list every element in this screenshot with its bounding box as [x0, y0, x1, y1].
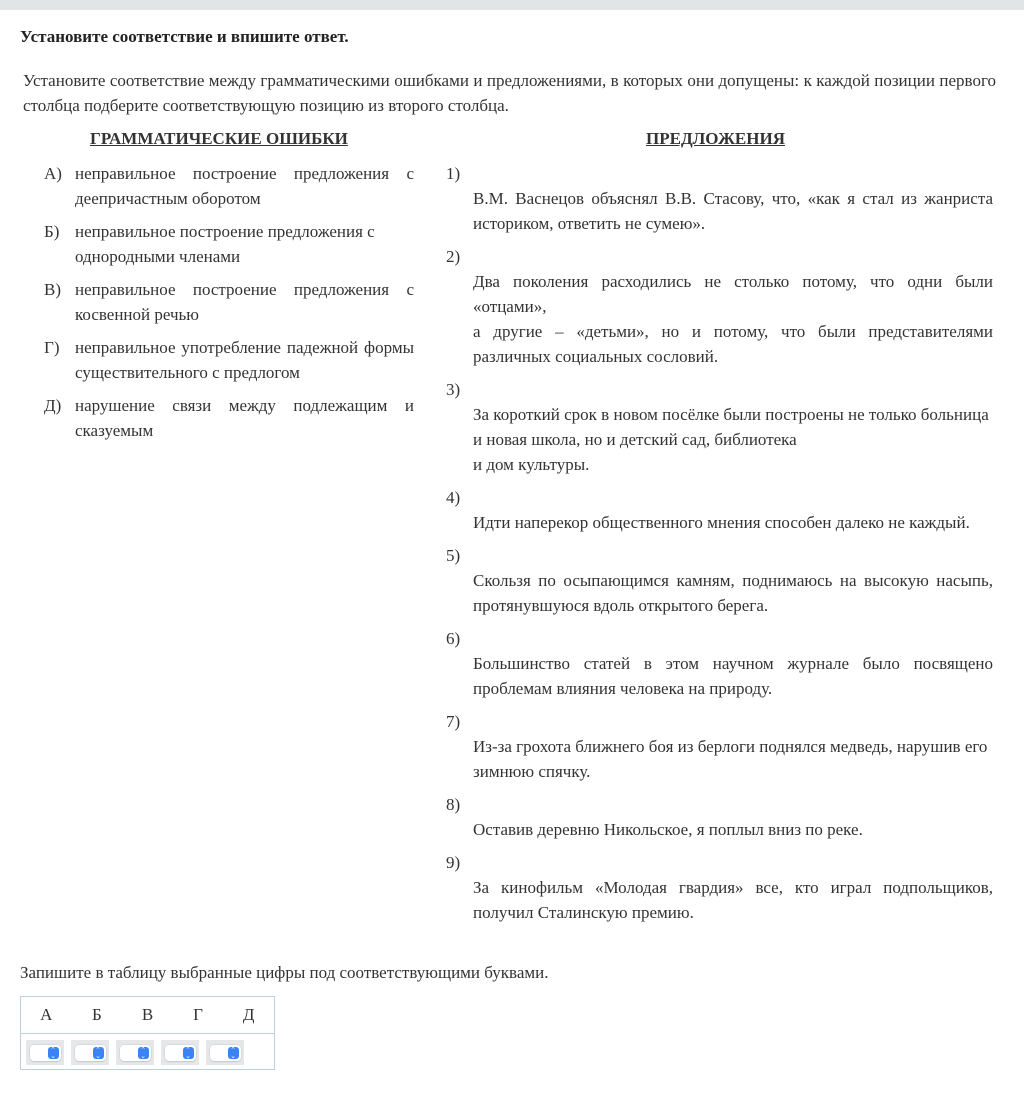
- sentence-number: 5): [446, 546, 461, 565]
- column-letter-v: В: [141, 1005, 154, 1024]
- sentence-text: [473, 651, 993, 701]
- sentence-text: [473, 186, 993, 236]
- select-cell-d: [206, 1040, 244, 1065]
- sentence-line: Большинство статей в этом научном журнале было посвящено проблемам влияния человека на природу.: [473, 654, 993, 698]
- column-letter-a: А: [40, 1005, 53, 1024]
- chevron-updown-icon[interactable]: ⌃ ⌄: [48, 1047, 59, 1059]
- sentence-item-7: [446, 709, 993, 784]
- answer-table-header: [21, 997, 274, 1034]
- error-text: неправильное употребление падежной формы существительного с предлогом: [75, 338, 414, 382]
- sentence-line: За короткий срок в новом посёлке были построены не только больница и новая школа, но и детский сад, библиотека: [473, 405, 989, 449]
- top-bar: [0, 0, 1024, 10]
- sentence-line: Из-за грохота ближнего боя из берлоги поднялся медведь, нарушив его зимнюю спячку.: [473, 737, 988, 781]
- sentence-line: Оставив деревню Никольское, я поплыл вниз по реке.: [473, 820, 863, 839]
- sentence-text: [473, 817, 993, 842]
- sentence-number: 2): [446, 247, 461, 266]
- sentence-number: 9): [446, 853, 461, 872]
- sentence-line: Скользя по осыпающимся камням, поднимаюсь на высокую насыпь, протянувшуюся вдоль открытого берега.: [473, 571, 993, 615]
- sentence-text: [473, 734, 993, 784]
- answer-select-v[interactable]: [120, 1045, 151, 1061]
- sentence-item-8: [446, 792, 993, 842]
- error-letter: А): [44, 164, 62, 183]
- sentence-text: [473, 568, 993, 618]
- sentence-item-3: [446, 377, 993, 477]
- error-item-b: [44, 219, 414, 269]
- error-letter: Б): [44, 222, 60, 241]
- sentence-item-2: [446, 244, 993, 369]
- chevron-updown-icon[interactable]: ⌃ ⌄: [138, 1047, 149, 1059]
- error-item-g: [44, 335, 414, 385]
- sentence-number: 8): [446, 795, 461, 814]
- select-cell-v: [116, 1040, 154, 1065]
- answer-select-g[interactable]: [165, 1045, 196, 1061]
- sentence-line: Два поколения расходились не столько потому, что одни были «отцами»,: [473, 272, 993, 316]
- sentence-line: За кинофильм «Молодая гвардия» все, кто играл подпольщиков, получил Сталинскую премию.: [473, 878, 993, 922]
- task-instructions: Установите соответствие между грамматическими ошибками и предложениями, в которых они допущены: к каждой позиции первого столбца подберите соответствующую позицию из второго столбца.: [23, 71, 996, 115]
- sentence-item-1: [446, 161, 993, 236]
- column-letter-b: Б: [92, 1005, 102, 1024]
- sentence-line: Идти наперекор общественного мнения способен далеко не каждый.: [473, 513, 970, 532]
- sentence-line: а другие – «детьми», но и потому, что были представителями различных социальных сословий.: [473, 322, 993, 366]
- column-letter-g: Г: [193, 1005, 203, 1024]
- sentence-text: [473, 875, 993, 925]
- select-cell-g: [161, 1040, 199, 1065]
- sentence-number: 6): [446, 629, 461, 648]
- chevron-updown-icon[interactable]: ⌃ ⌄: [183, 1047, 194, 1059]
- sentence-number: 3): [446, 380, 461, 399]
- select-cell-b: [71, 1040, 109, 1065]
- sentence-line: В.М. Васнецов объяснял В.В. Стасову, что, «как я стал из жанриста историком, ответить не сумею».: [473, 189, 993, 233]
- error-item-v: [44, 277, 414, 327]
- answer-select-d[interactable]: [210, 1045, 241, 1061]
- error-text: неправильное построение предложения с деепричастным оборотом: [75, 164, 414, 208]
- sentence-item-4: [446, 485, 993, 535]
- task-title: Установите соответствие и впишите ответ.: [20, 27, 349, 46]
- chevron-updown-icon[interactable]: ⌃ ⌄: [93, 1047, 104, 1059]
- sentence-text: [473, 402, 993, 477]
- answer-selects-row: [21, 1034, 274, 1065]
- sentence-text: [473, 269, 993, 369]
- error-letter: Д): [44, 396, 62, 415]
- sentence-item-6: [446, 626, 993, 701]
- sentence-number: 1): [446, 164, 461, 183]
- answer-table: [20, 996, 275, 1070]
- answer-select-a[interactable]: [30, 1045, 61, 1061]
- error-item-a: [44, 161, 414, 211]
- error-letter: Г): [44, 338, 60, 357]
- answer-instructions: Запишите в таблицу выбранные цифры под соответствующими буквами.: [20, 963, 549, 982]
- error-text: неправильное построение предложения с косвенной речью: [75, 280, 414, 324]
- sentence-line: и дом культуры.: [473, 455, 590, 474]
- sentence-item-5: [446, 543, 993, 618]
- sentences-column-heading: ПРЕДЛОЖЕНИЯ: [646, 129, 785, 148]
- sentence-number: 4): [446, 488, 461, 507]
- error-text: нарушение связи между подлежащим и сказуемым: [75, 396, 414, 440]
- error-item-d: [44, 393, 414, 443]
- errors-column-heading: ГРАММАТИЧЕСКИЕ ОШИБКИ: [90, 129, 348, 148]
- sentence-text: [473, 510, 993, 535]
- sentence-number: 7): [446, 712, 461, 731]
- chevron-updown-icon[interactable]: ⌃ ⌄: [228, 1047, 239, 1059]
- errors-list: [44, 161, 414, 451]
- sentences-list: [446, 161, 993, 933]
- error-letter: В): [44, 280, 61, 299]
- error-text: неправильное построение предложения с однородными членами: [75, 222, 375, 266]
- sentence-item-9: [446, 850, 993, 925]
- select-cell-a: [26, 1040, 64, 1065]
- answer-select-b[interactable]: [75, 1045, 106, 1061]
- column-letter-d: Д: [242, 1005, 255, 1024]
